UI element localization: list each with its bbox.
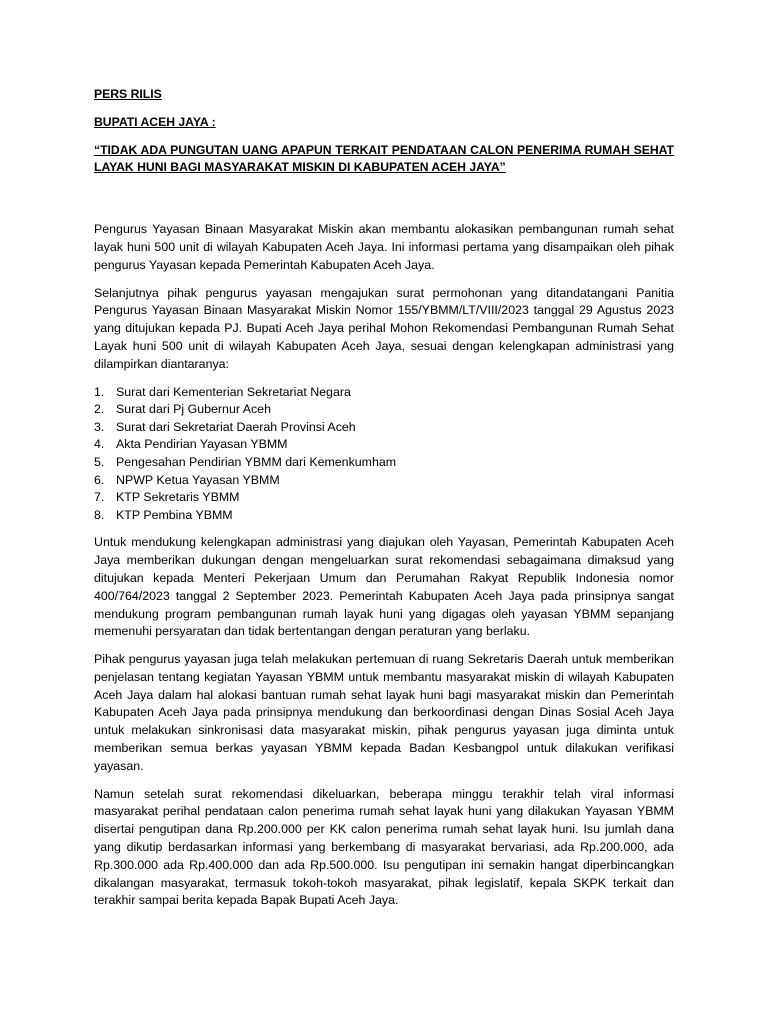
list-number: 1.: [94, 384, 105, 399]
list-item: [94, 454, 674, 472]
list-item: [94, 384, 674, 402]
list-text: KTP Pembina YBMM: [116, 507, 233, 522]
list-item: [94, 507, 674, 525]
paragraph-1: Pengurus Yayasan Binaan Masyarakat Miskin akan membantu alokasikan pembangunan rumah sehat layak huni 500 unit di wilayah Kabupaten Aceh Jaya. Ini informasi pertama yang disampaikan oleh pihak pengurus Yayasan kepada Pemerintah Kabupaten Aceh Jaya.: [94, 222, 674, 272]
list-text: Surat dari Pj Gubernur Aceh: [116, 402, 271, 417]
list-number: 8.: [94, 507, 105, 522]
list-number: 5.: [94, 454, 105, 469]
list-text: Surat dari Sekretariat Daerah Provinsi Aceh: [116, 419, 356, 434]
list-number: 4.: [94, 437, 105, 452]
list-item: [94, 401, 674, 419]
list-number: 6.: [94, 472, 105, 487]
list-item: [94, 489, 674, 507]
list-text: NPWP Ketua Yayasan YBMM: [116, 472, 280, 487]
list-text: Akta Pendirian Yayasan YBMM: [116, 437, 288, 452]
subject-heading: BUPATI ACEH JAYA :: [94, 114, 216, 129]
list-text: Pengesahan Pendirian YBMM dari Kemenkumham: [116, 454, 397, 469]
list-number: 2.: [94, 402, 105, 417]
list-number: 3.: [94, 419, 105, 434]
list-item: [94, 472, 674, 490]
list-text: Surat dari Kementerian Sekretariat Negara: [116, 384, 351, 399]
list-item: [94, 419, 674, 437]
press-release-label: PERS RILIS: [94, 87, 162, 101]
list-text: KTP Sekretaris YBMM: [116, 490, 240, 505]
page-title: “TIDAK ADA PUNGUTAN UANG APAPUN TERKAIT PENDATAAN CALON PENERIMA RUMAH SEHAT LAYAK HUNI BAGI MASYARAKAT MISKIN DI KABUPATEN ACEH JAYA”: [94, 142, 674, 175]
list-number: 7.: [94, 490, 105, 505]
paragraph-3: Untuk mendukung kelengkapan administrasi yang diajukan oleh Yayasan, Pemerintah Kabupaten Aceh Jaya memberikan dukungan dengan mengeluarkan surat rekomendasi sebagaimana dimaksud yang ditujukan kepada Menteri Pekerjaan Umum dan Perumahan Rakyat Republik Indonesia nomor 400/764/2023 tanggal 2 September 2023. Pemerintah Kabupaten Aceh Jaya pada prinsipnya sangat mendukung program pembangunan rumah layak huni yang digagas oleh yayasan YBMM sepanjang memenuhi persyaratan dan tidak bertentangan dengan peraturan yang berlaku.: [94, 535, 674, 639]
paragraph-4: Pihak pengurus yayasan juga telah melakukan pertemuan di ruang Sekretaris Daerah untuk memberikan penjelasan tentang kegiatan Yayasan YBMM untuk membantu masyarakat miskin di wilayah Kabupaten Aceh Jaya dalam hal alokasi bantuan rumah sehat layak huni bagi masyarakat miskin dan Pemerintah Kabupaten Aceh Jaya pada prinsipnya mendukung dan berkoordinasi dengan Dinas Sosial Aceh Jaya untuk melakukan sinkronisasi data masyarakat miskin, pihak pengurus yayasan juga diminta untuk memberikan semua berkas yayasan YBMM kepada Badan Kesbangpol untuk dilakukan verifikasi yayasan.: [94, 652, 674, 773]
list-item: [94, 436, 674, 454]
paragraph-5: Namun setelah surat rekomendasi dikeluarkan, beberapa minggu terakhir telah viral informasi masyarakat perihal pendataan calon penerima rumah sehat layak huni yang dilakukan Yayasan YBMM disertai pengutipan dana Rp.200.000 per KK calon penerima rumah sehat layak huni. Isu jumlah dana yang dikutip berdasarkan informasi yang berkembang di masyarakat bervariasi, ada Rp.200.000, ada Rp.300.000 ada Rp.400.000 dan ada Rp.500.000. Isu pengutipan ini semakin hangat diperbincangkan dikalangan masyarakat, termasuk tokoh-tokoh masyarakat, pihak legislatif, kepala SKPK terkait dan terakhir sampai berita kepada Bapak Bupati Aceh Jaya.: [94, 786, 674, 908]
paragraph-2: Selanjutnya pihak pengurus yayasan mengajukan surat permohonan yang ditandatangani Panitia Pengurus Yayasan Binaan Masyarakat Miskin Nomor 155/YBMM/LT/VIII/2023 tanggal 29 Agustus 2023 yang ditujukan kepada PJ. Bupati Aceh Jaya perihal Mohon Rekomendasi Pembangunan Rumah Sehat Layak huni 500 unit di wilayah Kabupaten Aceh Jaya, sesuai dengan kelengkapan administrasi yang dilampirkan diantaranya:: [94, 285, 674, 371]
attachment-list: [94, 384, 674, 525]
